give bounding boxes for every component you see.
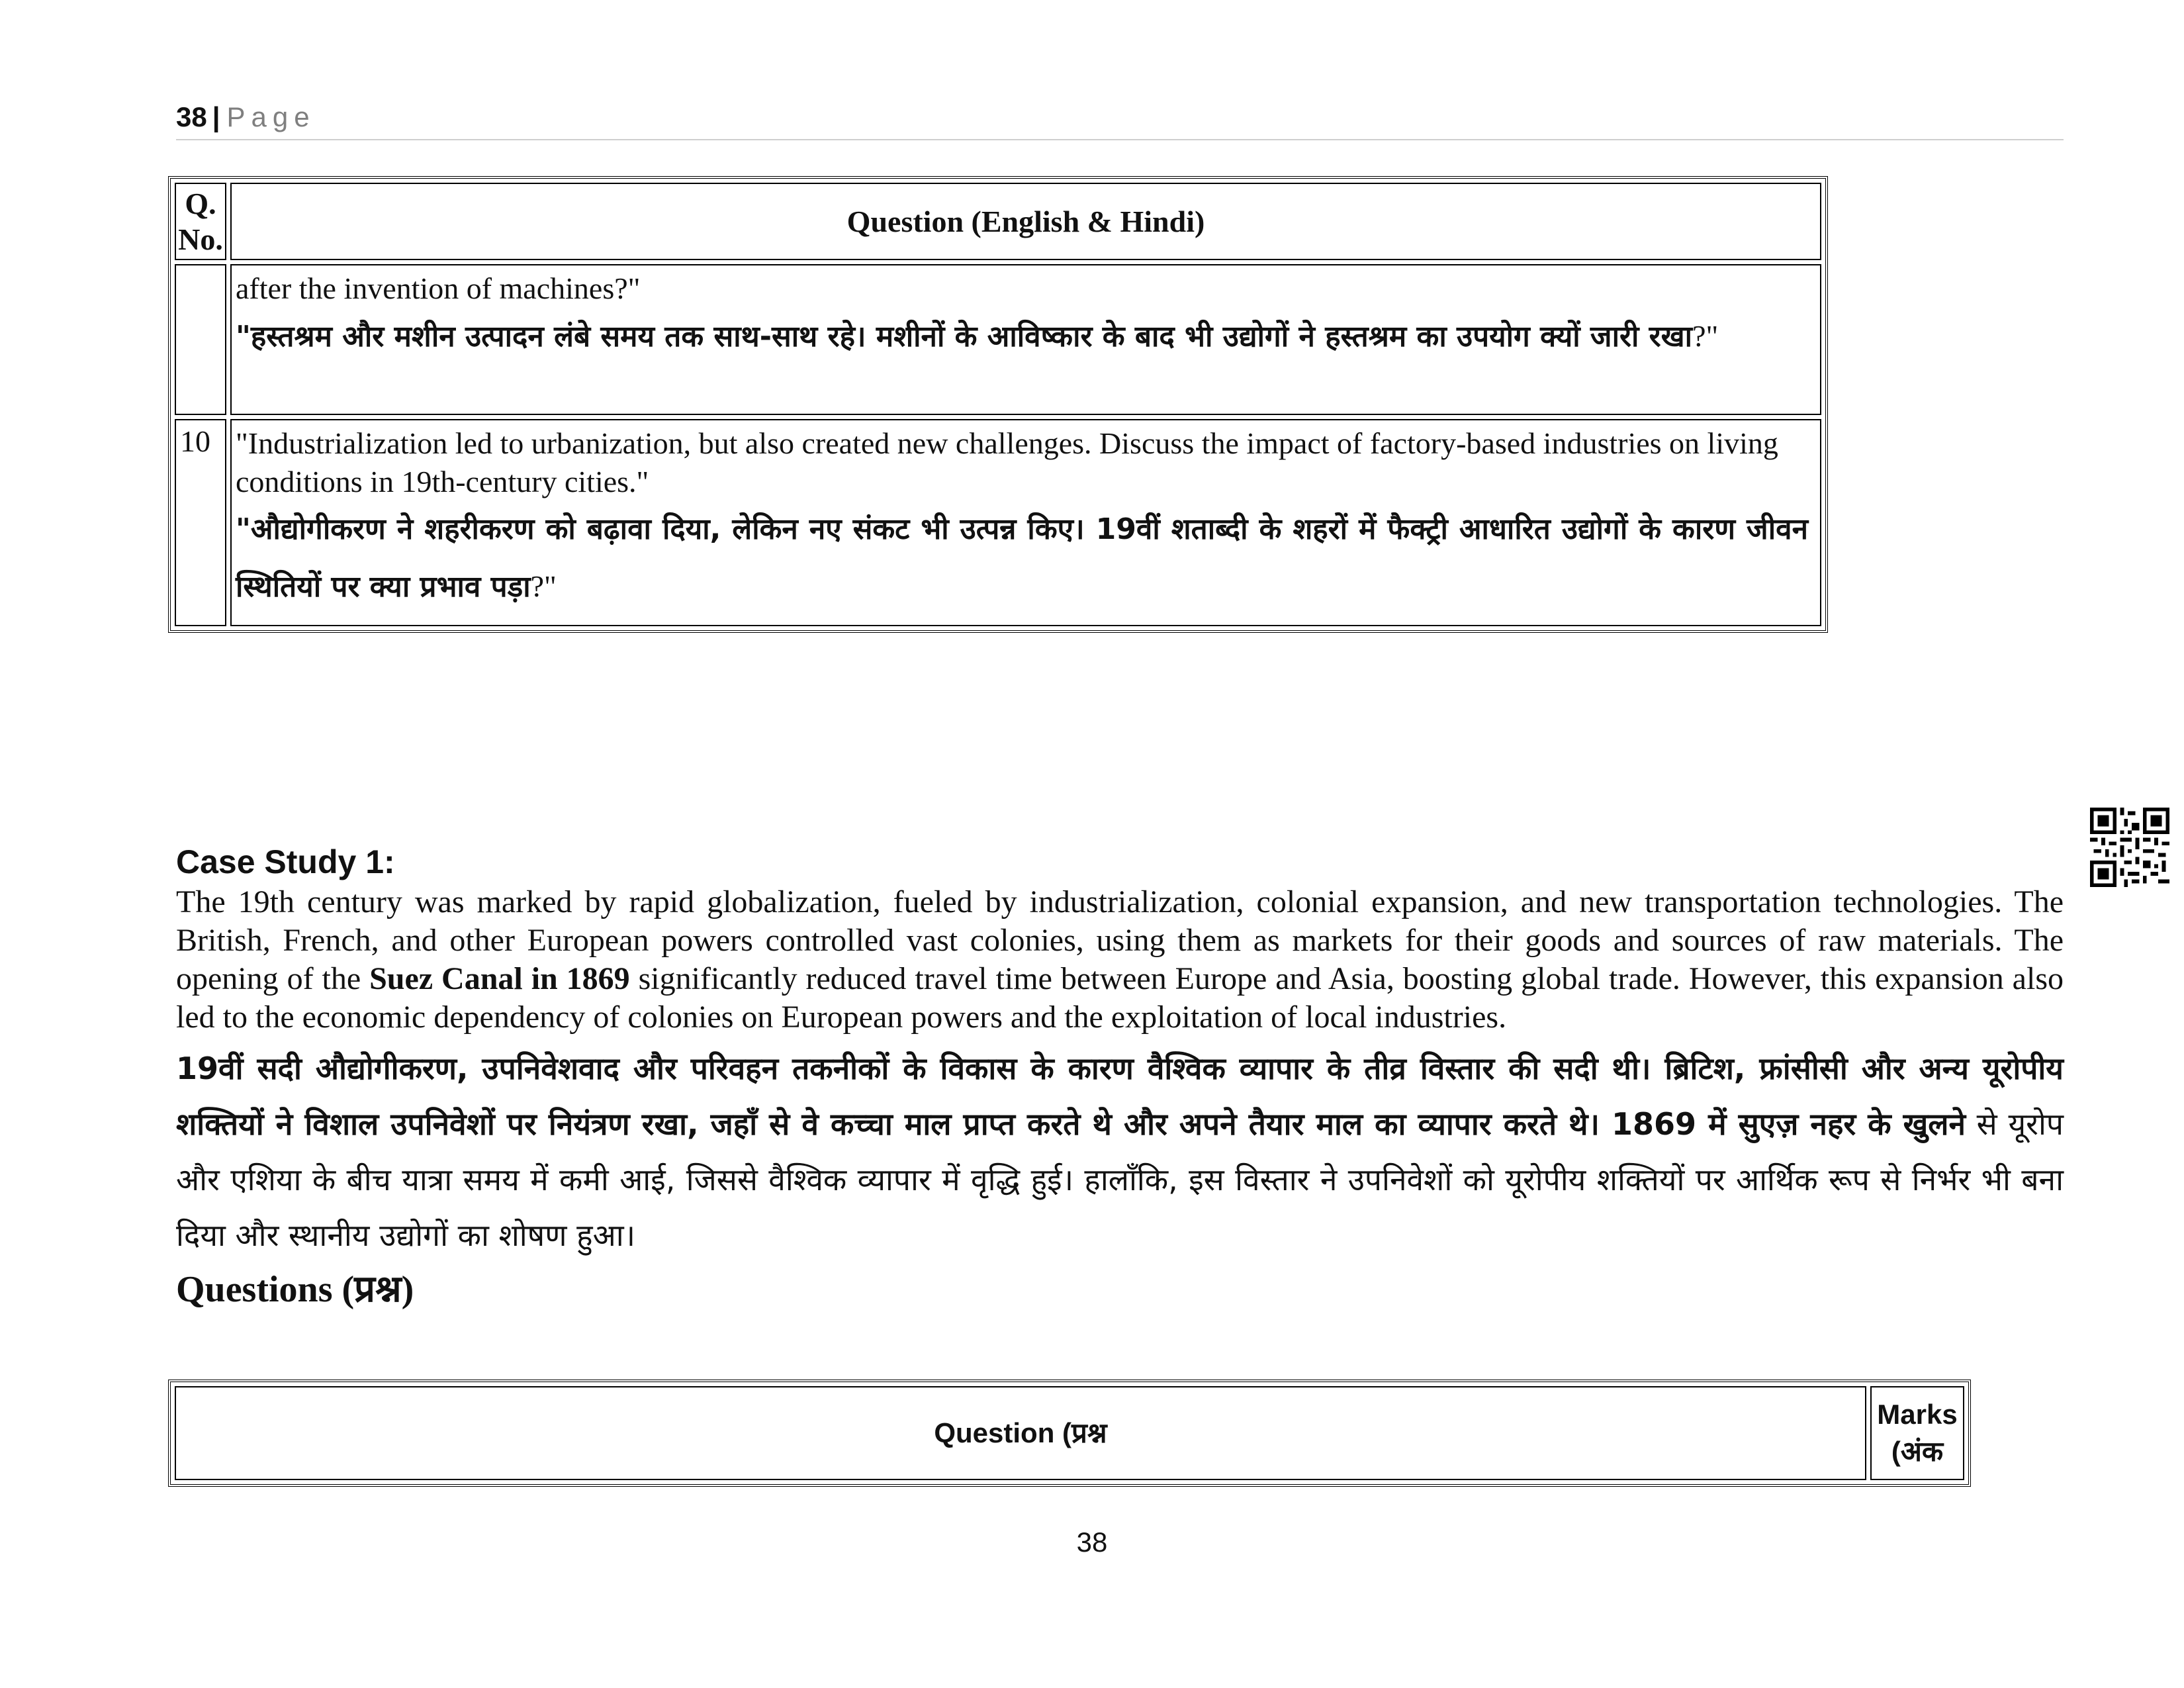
qno-header: Q. No.: [175, 183, 226, 260]
header-page-word: Page: [226, 101, 316, 132]
questions-heading: Questions (प्रश्न): [176, 1269, 414, 1310]
marks-table-marks-header: Marks (अंक: [1870, 1386, 1964, 1480]
case-study-hindi: [176, 1041, 2064, 1263]
question-hindi-bold: "औद्योगीकरण ने शहरीकरण को बढ़ावा दिया, लेकिन नए संकट भी उत्पन्न किए। 19वीं शताब्दी के शहरों में फैक्ट्री आधारित उद्योगों के कारण जीवन स्थितियों पर क्या प्रभाव पड़ा: [236, 512, 1808, 604]
case-study: [176, 841, 2064, 1313]
row-number: 10: [175, 419, 226, 626]
table-row: [175, 419, 1821, 626]
question-text: [230, 264, 1821, 415]
page-footer-number: 38: [1076, 1526, 1108, 1558]
case-study-hindi-regular: से यूरोप और एशिया के बीच यात्रा समय में कमी आई, जिससे वैश्विक व्यापार में वृद्धि हुई। हालाँकि, इस विस्तार ने उपनिवेशों को यूरोपीय शक्तियों पर आर्थिक रूप से निर्भर भी बना दिया और स्थानीय उद्योगों का शोषण हुआ।: [176, 1106, 2064, 1253]
question-hindi-bold: "हस्तश्रम और मशीन उत्पादन लंबे समय तक साथ-साथ रहे। मशीनों के आविष्कार के बाद भी उद्योगों ने हस्तश्रम का उपयोग क्यों जारी रखा: [236, 320, 1693, 354]
qr-code-icon: [2090, 808, 2169, 887]
question-hindi: [236, 501, 1808, 616]
table-row: [175, 264, 1821, 415]
marks-table: [168, 1380, 1971, 1487]
marks-table-header-row: [175, 1386, 1964, 1480]
case-study-english-bold: Suez Canal in 1869: [369, 961, 630, 996]
case-study-english: [176, 883, 2064, 1037]
page-header: [176, 98, 2064, 140]
question-hindi-tail: ?": [530, 569, 557, 604]
marks-table-question-header: Question (प्रश्न: [175, 1386, 1866, 1480]
question-text: [230, 419, 1821, 626]
question-english: after the invention of machines?": [236, 271, 641, 306]
header-page-number: 38: [176, 101, 207, 132]
question-table-header-row: [175, 183, 1821, 260]
case-study-english-part1: The 19th century was marked by rapid globalization, fueled by industrialization, colonial expansion, and new transportation technologies. The British, French, and other European powers controlled vast colonies, using them as markets for their goods and sources of raw materials. The opening of the: [176, 884, 2064, 996]
question-header: Question (English & Hindi): [230, 183, 1821, 260]
row-number: [175, 264, 226, 415]
header-separator: |: [212, 101, 220, 132]
case-study-english-part2: significantly reduced travel time between Europe and Asia, boosting global trade. However, this expansion also led to the economic dependency of colonies on European powers and the exploitation of local industries.: [176, 961, 2064, 1035]
question-english: "Industrialization led to urbanization, but also created new challenges. Discuss the impact of factory-based industries on living conditions in 19th-century cities.": [236, 426, 1778, 499]
case-study-title: Case Study 1:: [176, 843, 395, 880]
case-study-hindi-bold: 19वीं सदी औद्योगीकरण, उपनिवेशवाद और परिवहन तकनीकों के विकास के कारण वैश्विक व्यापार के तीव्र विस्तार की सदी थी। ब्रिटिश, फ्रांसीसी और अन्य यूरोपीय शक्तियों ने विशाल उपनिवेशों पर नियंत्रण रखा, जहाँ से वे कच्चा माल प्राप्त करते थे और अपने तैयार माल का व्यापार करते थे। 1869 में सुएज़ नहर के खुलने: [176, 1051, 2064, 1142]
question-hindi: [236, 308, 1808, 365]
question-hindi-tail: ?": [1692, 319, 1719, 353]
question-table: [168, 176, 1828, 633]
